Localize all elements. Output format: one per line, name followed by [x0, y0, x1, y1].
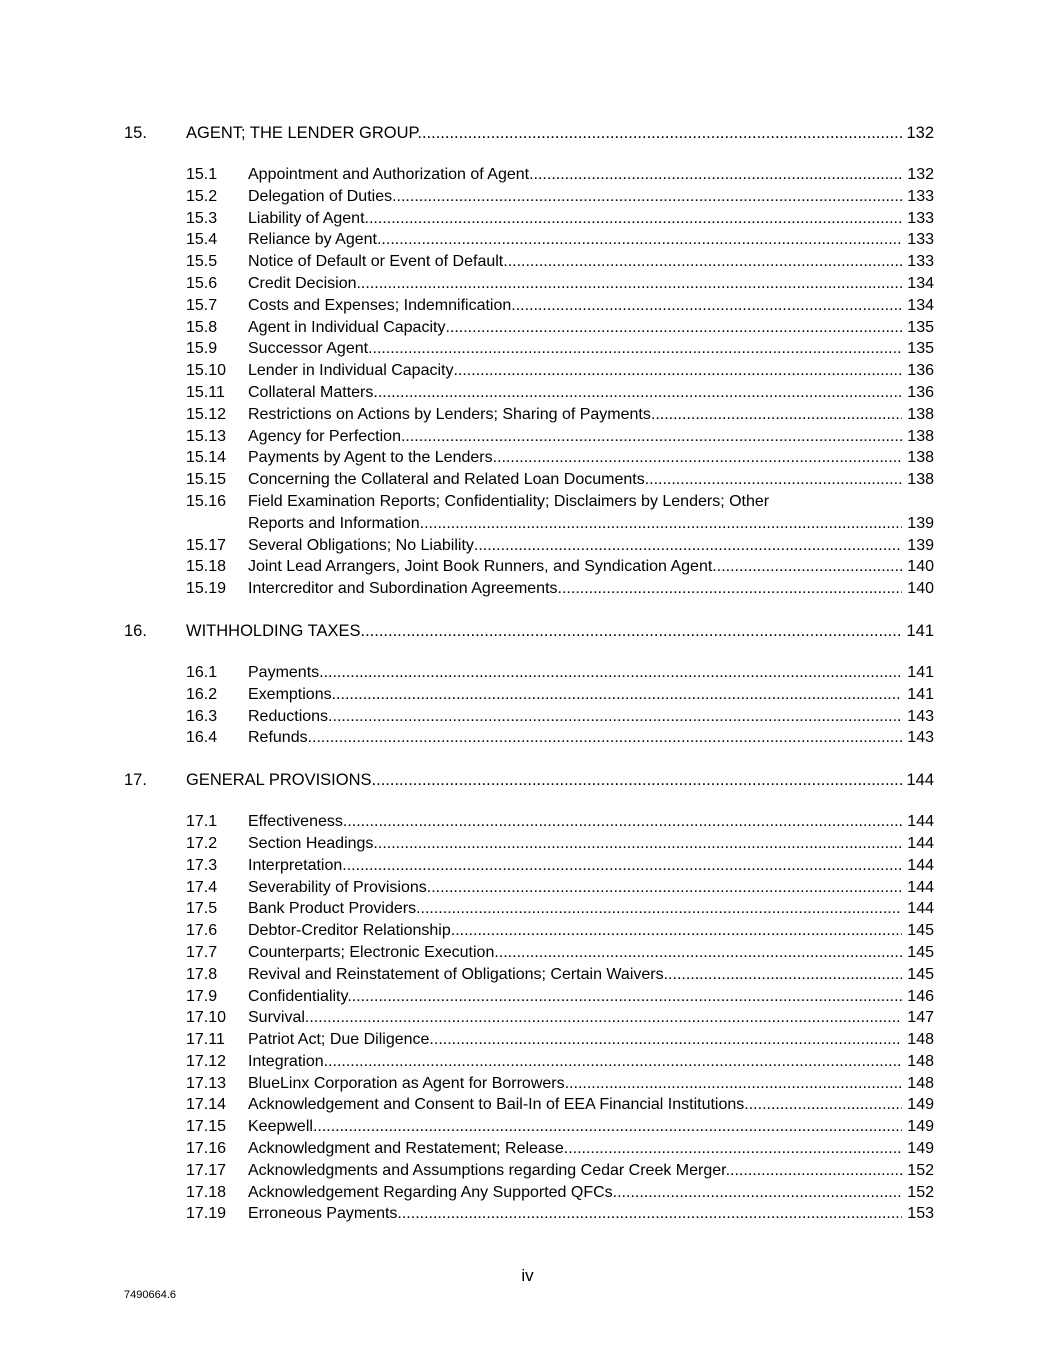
- toc-entry: [124, 1162, 934, 1184]
- section-number: 15.11: [186, 383, 225, 401]
- section-page-number: 148: [907, 1052, 934, 1070]
- section-number: 17.12: [186, 1052, 227, 1070]
- section-title: Agency for Perfection: [248, 427, 401, 445]
- section-number: 15.18: [186, 558, 227, 576]
- toc-entry: [124, 493, 934, 515]
- dot-leader: [445, 319, 902, 337]
- toc-article-heading: [124, 771, 934, 793]
- section-number: 17.9: [186, 987, 218, 1005]
- section-title-wrap: [248, 988, 902, 1006]
- section-title: Reductions.: [248, 707, 333, 725]
- section-title: Concerning the Collateral and Related Loan Documents: [248, 471, 645, 489]
- section-page-number: 138: [907, 471, 934, 489]
- section-title: Appointment and Authorization of Agent: [248, 166, 530, 183]
- section-title: Acknowledgments and Assumptions regarding Cedar Creek Merger.: [248, 1161, 731, 1179]
- section-number: 17.17: [186, 1161, 227, 1179]
- section-title: Counterparts; Electronic Execution: [248, 943, 495, 961]
- section-number: 17.13: [186, 1074, 227, 1092]
- article-title: GENERAL PROVISIONS.: [186, 771, 377, 790]
- section-title: Collateral Matters.: [248, 383, 378, 401]
- section-number: 17.11: [186, 1031, 225, 1049]
- section-page-number: 138: [907, 405, 934, 423]
- toc-entry: [124, 558, 934, 580]
- section-page-number: 144: [907, 900, 934, 918]
- section-page-number: 148: [907, 1074, 934, 1092]
- toc-entry: [124, 210, 934, 232]
- dot-leader: [356, 275, 902, 293]
- toc-entry: [124, 406, 934, 428]
- toc-entry: [124, 879, 934, 901]
- section-title-wrap: [248, 384, 902, 402]
- dot-leader: [373, 835, 902, 853]
- section-title: Costs and Expenses; Indemnification: [248, 296, 512, 314]
- section-number: 16.4: [186, 729, 218, 747]
- section-title: Severability of Provisions: [248, 878, 427, 896]
- dot-leader: [668, 966, 902, 984]
- dot-leader: [730, 1162, 902, 1180]
- article-page-number: 132: [906, 124, 934, 142]
- section-number: 16.2: [186, 685, 218, 703]
- section-title: Bank Product Providers: [248, 900, 417, 918]
- dot-leader: [336, 686, 902, 704]
- section-title: Effectiveness: [248, 813, 343, 831]
- section-title-wrap: [248, 1184, 902, 1202]
- section-number: 17.14: [186, 1096, 227, 1114]
- toc-entry: [124, 428, 934, 450]
- dot-leader: [717, 558, 902, 576]
- section-page-number: 133: [907, 209, 934, 227]
- section-title: Notice of Default or Event of Default: [248, 253, 504, 271]
- toc-entry: [124, 1075, 934, 1097]
- dot-leader: [378, 384, 902, 402]
- toc-entry: [124, 835, 934, 857]
- section-title-wrap: [248, 188, 902, 206]
- toc-entry: [124, 362, 934, 384]
- section-page-number: 145: [907, 943, 934, 961]
- section-title-wrap: [248, 558, 902, 576]
- dot-leader: [392, 188, 902, 206]
- toc-entry: [124, 944, 934, 966]
- section-number: 17.8: [186, 965, 218, 983]
- section-title-wrap: [248, 428, 902, 446]
- section-title: Delegation of Duties: [248, 187, 393, 205]
- section-title: Keepwell: [248, 1118, 313, 1136]
- section-number: 15.19: [186, 580, 227, 598]
- toc-entry: [124, 1184, 934, 1206]
- dot-leader: [308, 729, 902, 747]
- section-title-wrap: [248, 515, 902, 533]
- section-page-number: 135: [907, 340, 934, 358]
- toc-entry: [124, 319, 934, 341]
- section-page-number: 144: [907, 856, 934, 874]
- section-number: 17.2: [186, 834, 218, 852]
- section-title-wrap: [248, 1009, 902, 1027]
- section-title-wrap: [248, 340, 902, 358]
- section-page-number: 133: [907, 231, 934, 249]
- section-page-number: 146: [907, 987, 934, 1005]
- section-page-number: 139: [907, 514, 934, 532]
- dot-leader: [313, 1118, 902, 1136]
- dot-leader: [427, 879, 902, 897]
- section-title-wrap: [248, 1118, 902, 1136]
- section-number: 17.6: [186, 922, 218, 940]
- section-page-number: 145: [907, 922, 934, 940]
- toc-entry: [124, 384, 934, 406]
- article-title: WITHHOLDING TAXES.: [186, 621, 366, 640]
- dot-leader: [429, 1031, 902, 1049]
- section-title: Payments by Agent to the Lenders: [248, 449, 493, 467]
- toc-entry: [124, 580, 934, 602]
- toc-entry-continuation: [124, 515, 934, 537]
- section-number: 15.14: [186, 449, 227, 467]
- section-title: Payments: [248, 663, 320, 681]
- toc-entry: [124, 1053, 934, 1075]
- dot-leader: [503, 253, 902, 271]
- section-title: Refunds: [248, 729, 308, 747]
- section-title: Restrictions on Actions by Lenders; Sharing of Payments.: [248, 405, 656, 423]
- section-number: 17.7: [186, 943, 218, 961]
- section-title: Several Obligations; No Liability: [248, 536, 474, 554]
- section-number: 15.8: [186, 318, 218, 336]
- toc-entry: [124, 1031, 934, 1053]
- article-title-wrap: [186, 771, 902, 790]
- article-page-number: 144: [906, 771, 934, 790]
- article-title-wrap: [186, 124, 902, 143]
- section-title: Agent in Individual Capacity: [248, 318, 446, 336]
- dot-leader: [568, 1140, 902, 1158]
- section-number: 17.1: [186, 813, 218, 831]
- dot-leader: [365, 210, 902, 228]
- toc-entry: [124, 813, 934, 835]
- section-title: Erroneous Payments.: [248, 1205, 402, 1223]
- toc-entry: [124, 188, 934, 210]
- article-page-number: 141: [906, 621, 934, 640]
- dot-leader: [655, 406, 902, 424]
- dot-leader: [305, 1009, 902, 1027]
- section-title: Reliance by Agent: [248, 231, 377, 249]
- section-number: 16.3: [186, 707, 218, 725]
- page-number: iv: [521, 1266, 534, 1285]
- section-title: BlueLinx Corporation as Agent for Borrowers: [248, 1074, 565, 1092]
- section-title: Exemptions.: [248, 685, 337, 703]
- section-page-number: 141: [907, 685, 934, 703]
- section-title-wrap: [248, 686, 902, 704]
- section-title-wrap: [248, 879, 902, 897]
- section-title: Liability of Agent: [248, 209, 365, 227]
- section-page-number: 149: [907, 1118, 934, 1136]
- section-title-wrap: [248, 966, 902, 984]
- section-title: Acknowledgement and Consent to Bail-In of EEA Financial Institutions: [248, 1096, 745, 1114]
- section-number: 15.10: [186, 362, 227, 380]
- dot-leader: [453, 362, 902, 380]
- dot-leader: [420, 515, 902, 533]
- section-page-number: 135: [907, 318, 934, 336]
- section-title-wrap: [248, 944, 902, 962]
- section-title-wrap: [248, 166, 902, 184]
- section-number: 17.10: [186, 1009, 227, 1027]
- section-number: 16.1: [186, 663, 218, 681]
- toc-entry: [124, 729, 934, 751]
- section-page-number: 152: [907, 1161, 934, 1179]
- section-title-wrap: [248, 1096, 902, 1114]
- section-page-number: 153: [907, 1205, 934, 1223]
- table-of-contents: [124, 124, 934, 1227]
- section-title: Successor Agent: [248, 340, 369, 358]
- section-title: Field Examination Reports; Confidentiality; Disclaimers by Lenders; Other: [248, 492, 770, 510]
- toc-article-heading: [124, 622, 934, 644]
- section-page-number: 136: [907, 383, 934, 401]
- section-title-wrap: [248, 1053, 902, 1071]
- section-page-number: 144: [907, 834, 934, 852]
- toc-article-heading: [124, 124, 934, 146]
- section-title-wrap: [248, 1031, 902, 1049]
- section-title: Section Headings: [248, 834, 374, 852]
- section-number: 15.7: [186, 296, 218, 314]
- section-number: 17.5: [186, 900, 218, 918]
- toc-entry: [124, 686, 934, 708]
- section-number: 15.16: [186, 492, 227, 510]
- toc-entry: [124, 275, 934, 297]
- section-title-wrap: [248, 580, 902, 598]
- section-title-wrap: [248, 231, 902, 249]
- section-number: 15.15: [186, 471, 227, 489]
- section-number: 15.5: [186, 253, 218, 271]
- toc-entry: [124, 664, 934, 686]
- dot-leader: [451, 922, 902, 940]
- section-title-wrap: [248, 210, 902, 228]
- section-title: Credit Decision: [248, 274, 357, 292]
- dot-leader: [352, 988, 902, 1006]
- section-number: 15.17: [186, 536, 227, 554]
- toc-entry: [124, 1096, 934, 1118]
- article-number: 17.: [124, 771, 147, 790]
- toc-entry: [124, 988, 934, 1010]
- article-title-wrap: [186, 622, 902, 641]
- article-number: 16.: [124, 621, 147, 640]
- toc-entry: [124, 1205, 934, 1227]
- toc-entry: [124, 253, 934, 275]
- dot-leader: [368, 340, 902, 358]
- section-page-number: 133: [907, 187, 934, 205]
- section-page-number: 139: [907, 536, 934, 554]
- section-page-number: 145: [907, 965, 934, 983]
- section-title-wrap: [248, 406, 902, 424]
- section-number: 17.19: [186, 1205, 227, 1223]
- toc-entry: [124, 471, 934, 493]
- section-number: 15.3: [186, 209, 218, 227]
- dot-leader: [333, 708, 903, 726]
- section-page-number: 147: [907, 1009, 934, 1027]
- section-page-number: 143: [907, 707, 934, 725]
- toc-entry: [124, 1140, 934, 1162]
- section-page-number: 134: [907, 296, 934, 314]
- section-page-number: 144: [907, 878, 934, 896]
- section-page-number: 140: [907, 580, 934, 598]
- section-page-number: 149: [907, 1140, 934, 1158]
- section-page-number: 140: [907, 558, 934, 576]
- section-title: Integration: [248, 1052, 324, 1070]
- section-page-number: 143: [907, 729, 934, 747]
- section-title-wrap: [248, 664, 902, 682]
- section-title: Survival: [248, 1009, 305, 1027]
- section-page-number: 148: [907, 1031, 934, 1049]
- toc-entry: [124, 1009, 934, 1031]
- section-title: Intercreditor and Subordination Agreements: [248, 580, 558, 598]
- toc-entry: [124, 297, 934, 319]
- section-page-number: 134: [907, 274, 934, 292]
- toc-entry: [124, 166, 934, 188]
- toc-entry: [124, 857, 934, 879]
- document-id: 7490664.6: [124, 1289, 176, 1301]
- section-page-number: 141: [907, 663, 934, 681]
- section-title: Acknowledgment and Restatement; Release.: [248, 1140, 569, 1158]
- section-page-number: 149: [907, 1096, 934, 1114]
- section-title-wrap: [248, 708, 902, 726]
- section-page-number: 133: [907, 253, 934, 271]
- dot-leader: [565, 1075, 902, 1093]
- section-title: Interpretation: [248, 856, 343, 874]
- section-page-number: 132: [907, 166, 934, 183]
- section-number: 17.18: [186, 1183, 227, 1201]
- section-page-number: 144: [907, 813, 934, 831]
- dot-leader: [511, 297, 902, 315]
- section-title-wrap: [248, 900, 902, 918]
- article-title: AGENT; THE LENDER GROUP.: [186, 124, 422, 142]
- section-title-wrap: [248, 1205, 902, 1223]
- section-title-wrap: [248, 922, 902, 940]
- dot-leader: [365, 622, 902, 641]
- section-title: Revival and Reinstatement of Obligations; Certain Waivers.: [248, 965, 669, 983]
- toc-entry: [124, 966, 934, 988]
- section-number: 15.9: [186, 340, 218, 358]
- section-number: 15.1: [186, 166, 218, 183]
- toc-entry: [124, 708, 934, 730]
- toc-entry: [124, 231, 934, 253]
- section-number: 15.13: [186, 427, 227, 445]
- toc-entry: [124, 900, 934, 922]
- dot-leader: [494, 944, 902, 962]
- section-number: 15.2: [186, 187, 218, 205]
- section-page-number: 138: [907, 427, 934, 445]
- section-title-wrap: [248, 362, 902, 380]
- dot-leader: [342, 857, 902, 875]
- article-number: 15.: [124, 124, 147, 142]
- section-title-wrap: [248, 813, 902, 831]
- section-title: Acknowledgement Regarding Any Supported QFCs: [248, 1183, 613, 1201]
- dot-leader: [474, 537, 902, 555]
- section-title-wrap: [248, 1140, 902, 1158]
- section-title-wrap: [248, 253, 902, 271]
- section-number: 17.15: [186, 1118, 227, 1136]
- dot-leader: [324, 1053, 902, 1071]
- section-number: 17.3: [186, 856, 218, 874]
- section-title-wrap: [248, 857, 902, 875]
- section-number: 15.4: [186, 231, 218, 249]
- dot-leader: [377, 231, 902, 249]
- section-title-wrap: [248, 835, 902, 853]
- toc-entry: [124, 922, 934, 944]
- toc-entry: [124, 537, 934, 559]
- section-title: Debtor-Creditor Relationship: [248, 922, 451, 940]
- section-page-number: 136: [907, 362, 934, 380]
- dot-leader: [422, 124, 902, 143]
- dot-leader: [401, 428, 902, 446]
- toc-entry: [124, 1118, 934, 1140]
- section-title: Reports and Information: [248, 514, 420, 532]
- section-page-number: 138: [907, 449, 934, 467]
- section-title-wrap: [248, 1162, 902, 1180]
- section-title-wrap: [248, 297, 902, 315]
- section-title-wrap: [248, 729, 902, 747]
- dot-leader: [558, 580, 902, 598]
- section-title: Lender in Individual Capacity: [248, 362, 454, 380]
- section-title: Patriot Act; Due Diligence: [248, 1031, 430, 1049]
- section-title-wrap: [248, 275, 902, 293]
- section-title-wrap: [248, 537, 902, 555]
- section-title-wrap: [248, 471, 902, 489]
- dot-leader: [645, 471, 902, 489]
- dot-leader: [613, 1184, 902, 1202]
- section-number: 17.16: [186, 1140, 227, 1158]
- dot-leader: [319, 664, 902, 682]
- section-title-wrap: [248, 319, 902, 337]
- toc-entry: [124, 340, 934, 362]
- section-title-wrap: [248, 449, 902, 467]
- dot-leader: [376, 771, 902, 790]
- section-title: Confidentiality.: [248, 987, 352, 1005]
- section-title-wrap: [248, 1075, 902, 1093]
- dot-leader: [493, 449, 902, 467]
- dot-leader: [343, 813, 902, 831]
- dot-leader: [529, 166, 902, 184]
- section-title: Joint Lead Arrangers, Joint Book Runners, and Syndication Agent.: [248, 558, 717, 576]
- dot-leader: [416, 900, 902, 918]
- section-number: 15.12: [186, 405, 227, 423]
- dot-leader: [402, 1205, 902, 1223]
- dot-leader: [744, 1096, 902, 1114]
- section-number: 15.6: [186, 274, 218, 292]
- section-number: 17.4: [186, 878, 218, 896]
- toc-entry: [124, 449, 934, 471]
- section-page-number: 152: [907, 1183, 934, 1201]
